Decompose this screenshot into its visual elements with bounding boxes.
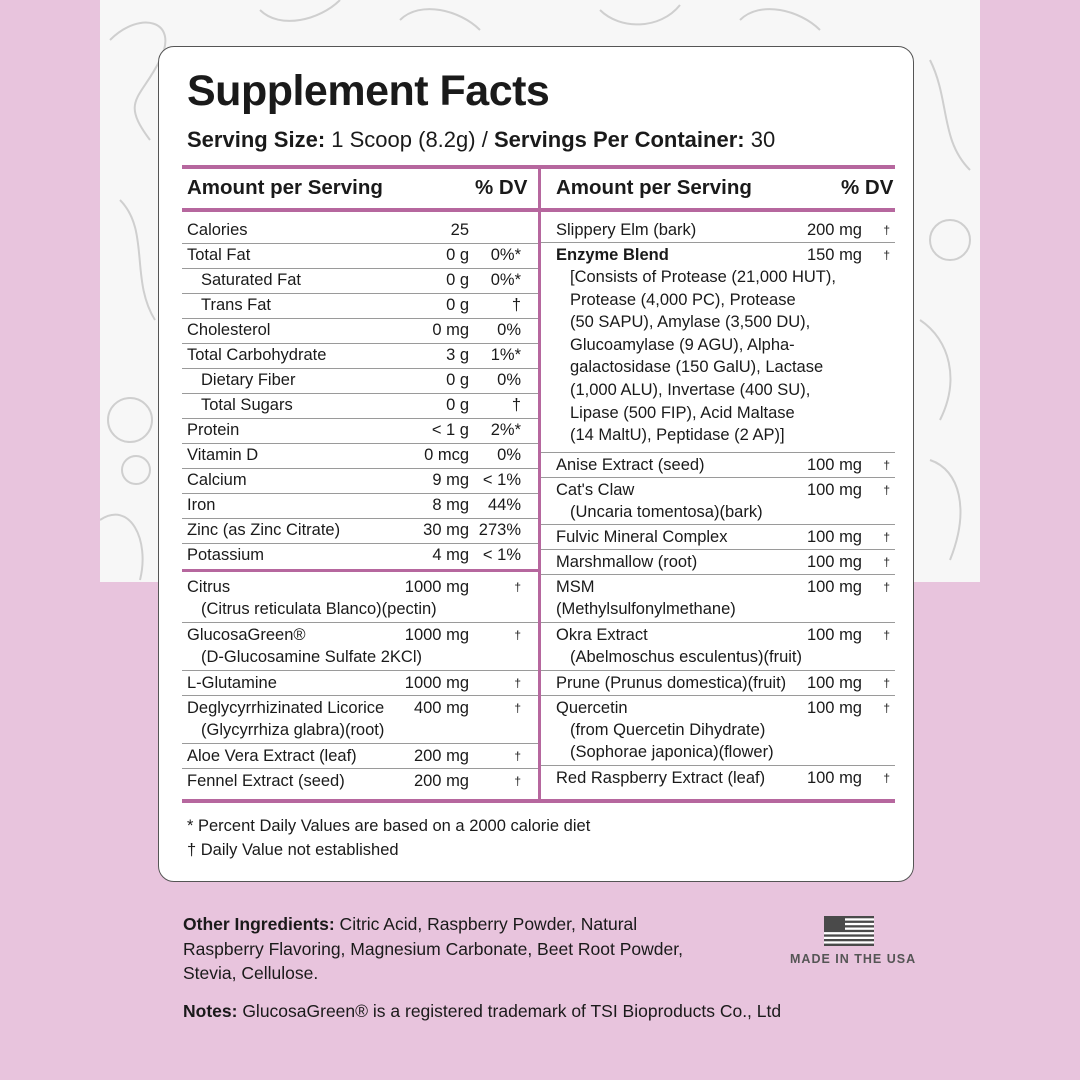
ingredient-dv: † [514,628,521,642]
ingredient-detail: (1,000 ALU), Invertase (400 SU), [570,381,811,399]
nutrient-dv: † [511,396,521,414]
ingredient-name: Okra Extract [556,626,648,644]
row-separator [541,765,895,766]
ingredient-detail: galactosidase (150 GalU), Lactase [570,358,824,377]
ingredient-amount: 200 mg [413,747,469,765]
nutrient-name: Trans Fat [201,296,271,314]
ingredient-amount: 100 mg [806,626,862,644]
nutrient-amount: 0 g [446,396,469,414]
row-separator [182,768,538,769]
ingredient-detail: (50 SAPU), Amylase (3,500 DU), [570,313,811,332]
ingredient-amount: 100 mg [806,578,862,597]
nutrient-dv: 0% [497,446,521,464]
row-separator [541,242,895,243]
ingredient-amount: 100 mg [806,698,862,717]
nutrient-amount: 30 mg [423,521,469,539]
panel-title: Supplement Facts [187,67,550,115]
nutrient-dv: 44% [487,496,521,514]
ingredient-amount: 100 mg [806,455,862,474]
servings-per-container-value: 30 [750,127,776,152]
ingredient-amount: 100 mg [806,528,862,547]
ingredient-amount: 150 mg [806,246,862,264]
row-separator [541,622,895,623]
ingredient-dv: † [883,482,890,497]
ingredient-source: (D-Glucosamine Sulfate 2KCl) [201,648,422,666]
row-separator [182,670,538,671]
nutrient-name: Total Sugars [201,396,293,414]
ingredient-detail: (14 MaltU), Peptidase (2 AP)] [570,426,785,445]
ingredient-dv: † [883,248,890,262]
ingredient-amount: 1000 mg [404,674,469,692]
row-separator [541,670,895,671]
nutrient-name: Calcium [187,471,247,489]
left-section-rule [182,569,538,572]
row-separator [182,622,538,623]
nutrient-dv: 2%* [490,421,521,439]
nutrient-dv: 273% [478,521,521,539]
ingredient-dv: † [514,774,521,788]
ingredient-dv: † [883,700,890,715]
nutrient-amount: 3 g [446,346,469,364]
nutrient-name: Dietary Fiber [201,371,296,389]
nutrient-name: Calories [187,221,248,239]
nutrient-name: Saturated Fat [201,271,301,289]
serving-info [187,127,775,153]
servings-per-container-label: Servings Per Container: [493,127,745,152]
ingredient-amount: 100 mg [806,553,862,572]
footnote-percent: * Percent Daily Values are based on a 2000 calorie diet [187,817,591,835]
ingredient-detail: (Abelmoschus esculentus)(fruit) [570,648,802,666]
notes-text: GlucosaGreen® is a registered trademark of TSI Bioproducts Co., Ltd [237,1001,782,1021]
nutrient-name: Total Fat [187,246,251,264]
ingredient-amount: 400 mg [413,699,469,717]
nutrient-amount: 0 g [446,296,469,314]
nutrient-amount: 0 g [446,271,469,289]
nutrient-name: Cholesterol [187,321,271,339]
ingredient-name: Aloe Vera Extract (leaf) [187,747,357,765]
ingredient-name: Enzyme Blend [556,246,669,264]
nutrient-dv: 1%* [490,346,521,364]
row-separator [541,477,895,478]
column-divider [538,165,541,803]
ingredient-detail: Glucoamylase (9 AGU), Alpha- [570,335,795,354]
row-separator [541,549,895,550]
nutrient-dv: 0% [497,321,521,339]
ingredient-name: Prune (Prunus domestica)(fruit) [556,673,787,692]
ingredient-name: Slippery Elm (bark) [556,221,697,239]
ingredient-detail: Protease (4,000 PC), Protease [570,290,796,309]
ingredient-name: Quercetin [556,698,628,717]
ingredient-amount: 1000 mg [404,578,469,596]
ingredient-name: Red Raspberry Extract (leaf) [556,768,766,787]
nutrient-amount: 25 [450,221,469,239]
ingredient-name: Anise Extract (seed) [556,455,705,474]
ingredient-dv: † [883,770,890,785]
footnote-dagger: † Daily Value not established [187,841,399,859]
right-header-rule [541,208,895,212]
ingredient-name: MSM [556,578,595,597]
serving-size-value: 1 Scoop (8.2g) [331,127,476,152]
left-dv-header: % DV [475,176,528,199]
nutrient-name: Iron [187,496,216,514]
right-dv-header: % DV [841,176,894,199]
ingredient-amount: 100 mg [806,480,862,499]
ingredient-name: GlucosaGreen® [187,626,306,644]
ingredient-dv: † [883,675,890,690]
nutrient-dv: † [511,296,521,314]
nutrient-amount: 9 mg [432,471,469,489]
nutrient-dv: 0%* [490,246,521,264]
notes [183,999,781,1024]
row-separator [541,452,895,453]
nutrient-amount: 0 mg [432,321,469,339]
ingredient-dv: † [883,530,890,545]
right-amount-header: Amount per Serving [556,176,752,199]
ingredient-detail: (Sophorae japonica)(flower) [570,743,774,762]
nutrient-dv: < 1% [482,471,521,489]
ingredient-dv: † [514,676,521,690]
ingredient-dv: † [514,701,521,715]
other-ingredients [183,912,683,986]
ingredient-dv: † [883,580,890,595]
nutrient-name: Zinc (as Zinc Citrate) [187,521,341,539]
row-separator [182,695,538,696]
ingredient-name: Cat's Claw [556,480,635,499]
ingredient-name: Citrus [187,578,231,596]
ingredient-name: Deglycyrrhizinated Licorice [187,699,385,717]
notes-label: Notes: [183,1001,238,1021]
nutrient-amount: 0 g [446,246,469,264]
ingredient-source: (Citrus reticulata Blanco)(pectin) [201,600,437,618]
ingredient-dv: † [883,555,890,570]
ingredient-detail: (Methylsulfonylmethane) [556,600,736,619]
ingredient-detail: [Consists of Protease (21,000 HUT), [570,268,836,286]
nutrient-amount: < 1 g [431,421,469,439]
ingredient-name: Marshmallow (root) [556,553,698,572]
ingredient-dv: † [514,580,521,594]
serving-divider: / [481,127,488,152]
nutrient-dv: < 1% [482,546,521,564]
ingredient-amount: 200 mg [413,772,469,790]
ingredient-detail: (from Quercetin Dihydrate) [570,720,766,739]
row-separator [541,695,895,696]
nutrient-name: Protein [187,421,240,439]
row-separator [182,743,538,744]
row-separator [541,574,895,575]
left-amount-header: Amount per Serving [187,176,383,199]
ingredient-amount: 200 mg [806,221,862,239]
ingredient-dv: † [883,628,890,642]
nutrient-name: Vitamin D [187,446,259,464]
nutrient-amount: 0 g [446,371,469,389]
ingredient-name: Fulvic Mineral Complex [556,528,728,547]
ingredient-source: (Glycyrrhiza glabra)(root) [201,721,385,739]
ingredient-detail: (Uncaria tomentosa)(bark) [570,502,763,521]
nutrient-dv: 0% [497,371,521,389]
other-ingredients-line3: Stevia, Cellulose. [183,963,319,983]
ingredient-dv: † [883,223,890,237]
nutrient-name: Potassium [187,546,265,564]
ingredient-detail: Lipase (500 FIP), Acid Maltase [570,403,795,422]
ingredient-name: Fennel Extract (seed) [187,772,345,790]
left-header-rule [182,208,538,212]
nutrient-amount: 4 mg [432,546,469,564]
ingredient-amount: 100 mg [806,673,862,692]
serving-size-label: Serving Size: [187,127,326,152]
ingredient-dv: † [883,457,890,472]
nutrient-dv: 0%* [490,271,521,289]
nutrient-amount: 8 mg [432,496,469,514]
other-ingredients-line2: Raspberry Flavoring, Magnesium Carbonate, Beet Root Powder, [183,938,683,959]
us-flag-icon [824,916,874,946]
made-in-usa-badge: MADE IN THE USA [790,952,917,966]
nutrient-amount: 0 mcg [424,446,469,464]
other-ingredients-label: Other Ingredients: [183,914,335,934]
row-separator [541,524,895,525]
ingredient-dv: † [514,749,521,763]
ingredient-name: L-Glutamine [187,674,277,692]
other-ingredients-line1: Citric Acid, Raspberry Powder, Natural [334,914,638,934]
nutrient-name: Total Carbohydrate [187,346,327,364]
bottom-rule [182,799,895,803]
ingredient-amount: 100 mg [806,768,862,787]
ingredient-amount: 1000 mg [404,626,469,644]
supplement-facts-panel [158,46,914,882]
